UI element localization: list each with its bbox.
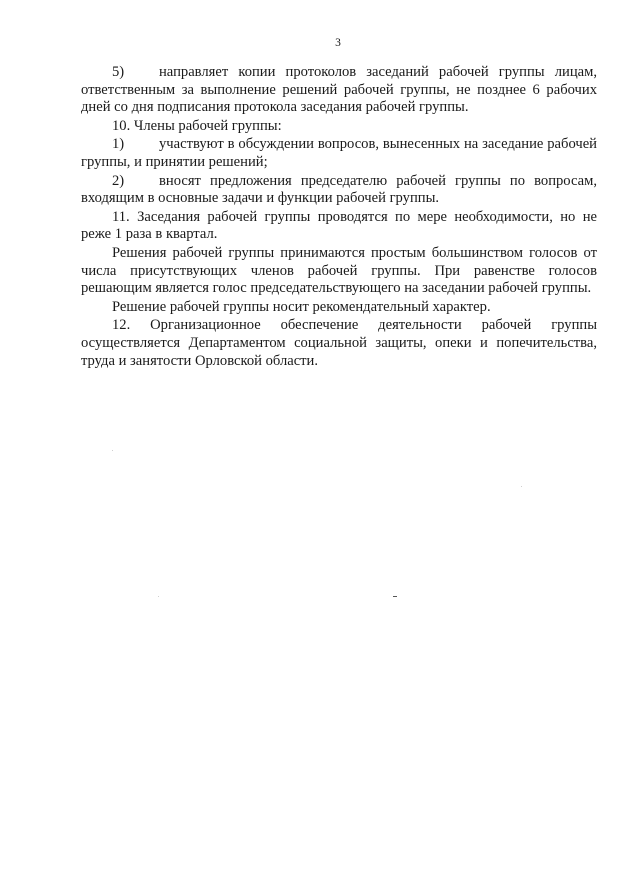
page-number: 3 bbox=[335, 37, 341, 49]
paragraph-section-10 bbox=[81, 118, 597, 136]
scan-mark bbox=[393, 596, 397, 597]
scan-speck bbox=[112, 450, 113, 451]
item-number: 1) bbox=[112, 136, 125, 153]
paragraph-text: вносят предложения председателю рабочей группы по вопросам, входящим в основные задачи и функции рабочей группы. bbox=[81, 172, 597, 207]
paragraph-text: Решение рабочей группы носит рекомендательный характер. bbox=[112, 298, 491, 315]
paragraph-item-5 bbox=[81, 64, 597, 117]
scan-speck bbox=[158, 596, 159, 597]
paragraph-section-12 bbox=[81, 317, 597, 370]
paragraph-text: 12. Организационное обеспечение деятельности рабочей группы осуществляется Департаментом социальной защиты, опеки и попечительства, труда и занятости Орловской области. bbox=[81, 317, 597, 369]
paragraph-item-1 bbox=[81, 136, 597, 171]
paragraph-text: 10. Члены рабочей группы: bbox=[112, 117, 282, 134]
paragraph-item-2 bbox=[81, 173, 597, 208]
item-number: 2) bbox=[112, 172, 125, 189]
paragraph-text: 11. Заседания рабочей группы проводятся по мере необходимости, но не реже 1 раза в квартал. bbox=[81, 208, 597, 243]
paragraph-text: направляет копии протоколов заседаний рабочей группы лицам, ответственным за выполнение решений рабочей группы, не позднее 6 рабочих дней со дня подписания протокола заседания рабочей группы. bbox=[81, 64, 597, 116]
paragraph-section-11 bbox=[81, 209, 597, 244]
paragraph-decisions bbox=[81, 245, 597, 298]
paragraph-text: Решения рабочей группы принимаются простым большинством голосов от числа присутствующих членов рабочей группы. При равенстве голосов решающим является голос председательствующего на заседании рабочей группы. bbox=[81, 244, 597, 297]
paragraph-text: участвуют в обсуждении вопросов, вынесенных на заседание рабочей группы, и принятии решений; bbox=[81, 136, 597, 170]
document-body bbox=[81, 64, 597, 370]
scan-speck bbox=[521, 486, 522, 487]
paragraph-advisory bbox=[81, 299, 597, 317]
item-number: 5) bbox=[112, 64, 125, 80]
